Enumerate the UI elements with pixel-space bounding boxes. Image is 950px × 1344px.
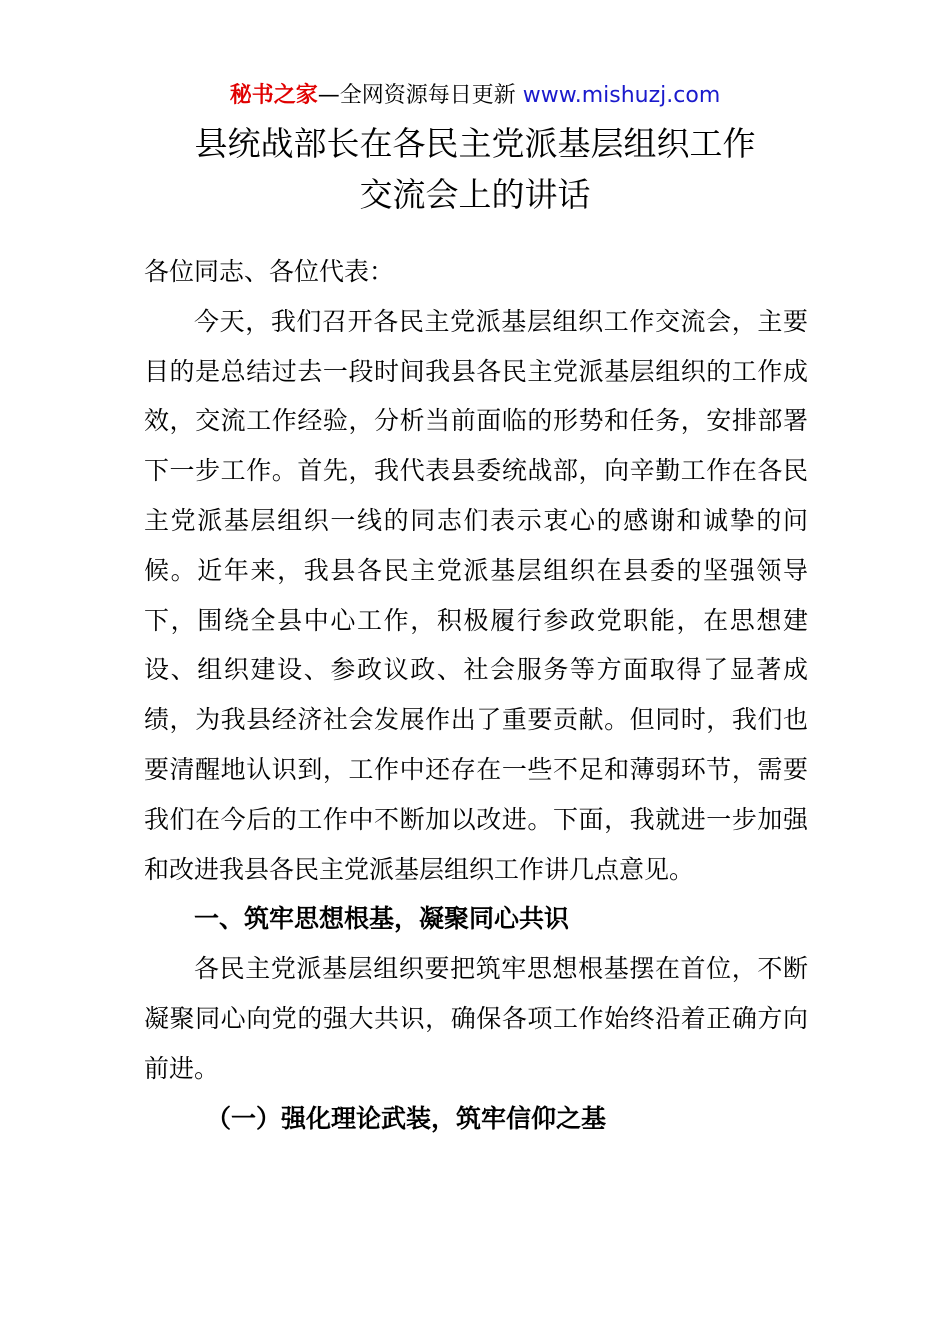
title-line-1: 县统战部长在各民主党派基层组织工作 xyxy=(194,124,756,163)
document-body xyxy=(144,247,808,1143)
title-line-2: 交流会上的讲话 xyxy=(359,175,591,214)
brand-name: 秘书之家 xyxy=(229,83,318,108)
site-url-link[interactable]: www.mishuzj.com xyxy=(522,83,721,108)
subsection-heading-1: （一）强化理论武装，筑牢信仰之基 xyxy=(206,1103,607,1133)
salutation: 各位同志、各位代表： xyxy=(144,257,395,286)
paragraph-intro: 今天，我们召开各民主党派基层组织工作交流会，主要目的是总结过去一段时间我县各民主党派基层组织的工作成效，交流工作经验，分析当前面临的形势和任务，安排部署下一步工作。首先，我代表县委统战部，向辛勤工作在各民主党派基层组织一线的同志们表示衷心的感谢和诚挚的问候。近年来，我县各民主党派基层组织在县委的坚强领导下，围绕全县中心工作，积极履行参政党职能，在思想建设、组织建设、参政议政、社会服务等方面取得了显著成绩，为我县经济社会发展作出了重要贡献。但同时，我们也要清醒地认识到，工作中还存在一些不足和薄弱环节，需要我们在今后的工作中不断加以改进。下面，我就进一步加强和改进我县各民主党派基层组织工作讲几点意见。 xyxy=(144,306,808,884)
header-tagline: —全网资源每日更新 xyxy=(317,83,523,108)
document-title xyxy=(60,118,890,220)
paragraph-section-1: 各民主党派基层组织要把筑牢思想根基摆在首位，不断凝聚同心向党的强大共识，确保各项工作始终沿着正确方向前进。 xyxy=(144,954,808,1083)
section-heading-1: 一、筑牢思想根基，凝聚同心共识 xyxy=(194,904,570,934)
site-header xyxy=(0,80,950,112)
